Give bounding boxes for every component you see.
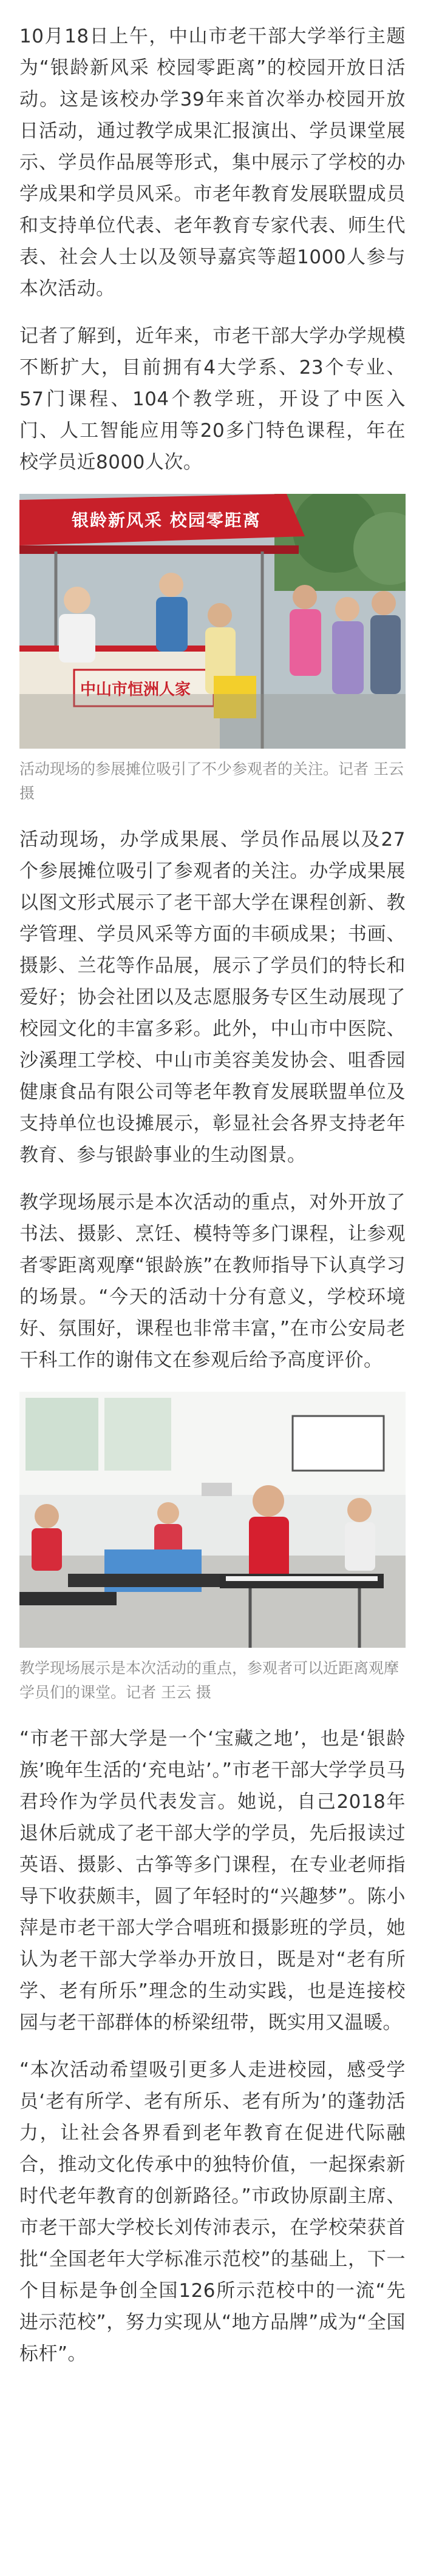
article-figure <box>19 1392 406 1705</box>
exhibition-booth-photo[interactable] <box>19 494 406 749</box>
article-paragraph: 教学现场展示是本次活动的重点，对外开放了书法、摄影、烹饪、模特等多门课程，让参观者零距离观摩“银龄族”在教师指导下认真学习的场景。“今天的活动十分有意义，学校环境好、氛围好，课程也非常丰富，”在市公安局老干科工作的谢伟文在参观后给予高度评价。 <box>19 1192 406 1371</box>
article-paragraph: “本次活动希望吸引更多人走进校园，感受学员‘老有所学、老有所乐、老有所为’的蓬勃活力，让社会各界看到老年教育在促进代际融合，推动文化传承中的独特价值，一起探索新时代老年教育的创新路径。”市政协原副主席、市老干部大学校长刘传沛表示，在学校荣获首批“全国老年大学标准示范校”的基础上，下一个目标是争创全国126所示范校中的一流“先进示范校”，努力实现从“地方品牌”成为“全国标杆”。 <box>19 2059 406 2365</box>
banner-text: 银龄新风采 校园零距离 <box>72 510 261 530</box>
table-sign-text: 中山市恒洲人家 <box>80 681 191 699</box>
figure-caption: 活动现场的参展摊位吸引了不少参观者的关注。记者 王云 摄 <box>19 760 404 802</box>
article-paragraph: 活动现场，办学成果展、学员作品展以及27个参展摊位吸引了参观者的关注。办学成果展以图文形式展示了老干部大学在课程创新、教学管理、学员风采等方面的丰硕成果；书画、摄影、兰花等作品展，展示了学员们的特长和爱好；协会社团以及志愿服务专区生动展现了校园文化的丰富多彩。此外，中山市中医院、沙溪理工学校、中山市美容美发协会、咀香园健康食品有限公司等老年教育发展联盟单位及支持单位也设摊展示，彰显社会各界支持老年教育、参与银龄事业的生动图景。 <box>19 829 406 1166</box>
article-figure <box>19 494 406 806</box>
classroom-photo[interactable] <box>19 1392 406 1648</box>
figure-caption: 教学现场展示是本次活动的重点，参观者可以近距离观摩学员们的课堂。记者 王云 摄 <box>19 1659 399 1701</box>
article-paragraph: “市老干部大学是一个‘宝藏之地’，也是‘银龄族’晚年生活的‘充电站’。”市老干部大学学员马君玲作为学员代表发言。她说，自己2018年退休后就成了老干部大学的学员，先后报读过英语、摄影、古筝等多门课程，在专业老师指导下收获颇丰，圆了年轻时的“兴趣梦”。陈小萍是市老干部大学合唱班和摄影班的学员，她认为老干部大学举办开放日，既是对“老有所学、老有所乐”理念的生动实践，也是连接校园与老干部群体的桥梁纽带，既实用又温暖。 <box>19 1728 406 2034</box>
article-paragraph: 10月18日上午，中山市老干部大学举行主题为“银龄新风采 校园零距离”的校园开放日活动。这是该校办学39年来首次举办校园开放日活动，通过教学成果汇报演出、学员课堂展示、学员作品展等形式，集中展示了学校的办学成果和学员风采。市老年教育发展联盟成员和支持单位代表、老年教育专家代表、师生代表、社会人士以及领导嘉宾等超1000人参与本次活动。 <box>19 25 406 300</box>
exhibition-booth-illustration <box>19 494 406 749</box>
classroom-illustration <box>19 1392 406 1648</box>
article-paragraph: 记者了解到，近年来，市老干部大学办学规模不断扩大，目前拥有4大学系、23个专业、57门课程、104个教学班，开设了中医入门、人工智能应用等20多门特色课程，年在校学员近8000人次。 <box>19 325 406 473</box>
